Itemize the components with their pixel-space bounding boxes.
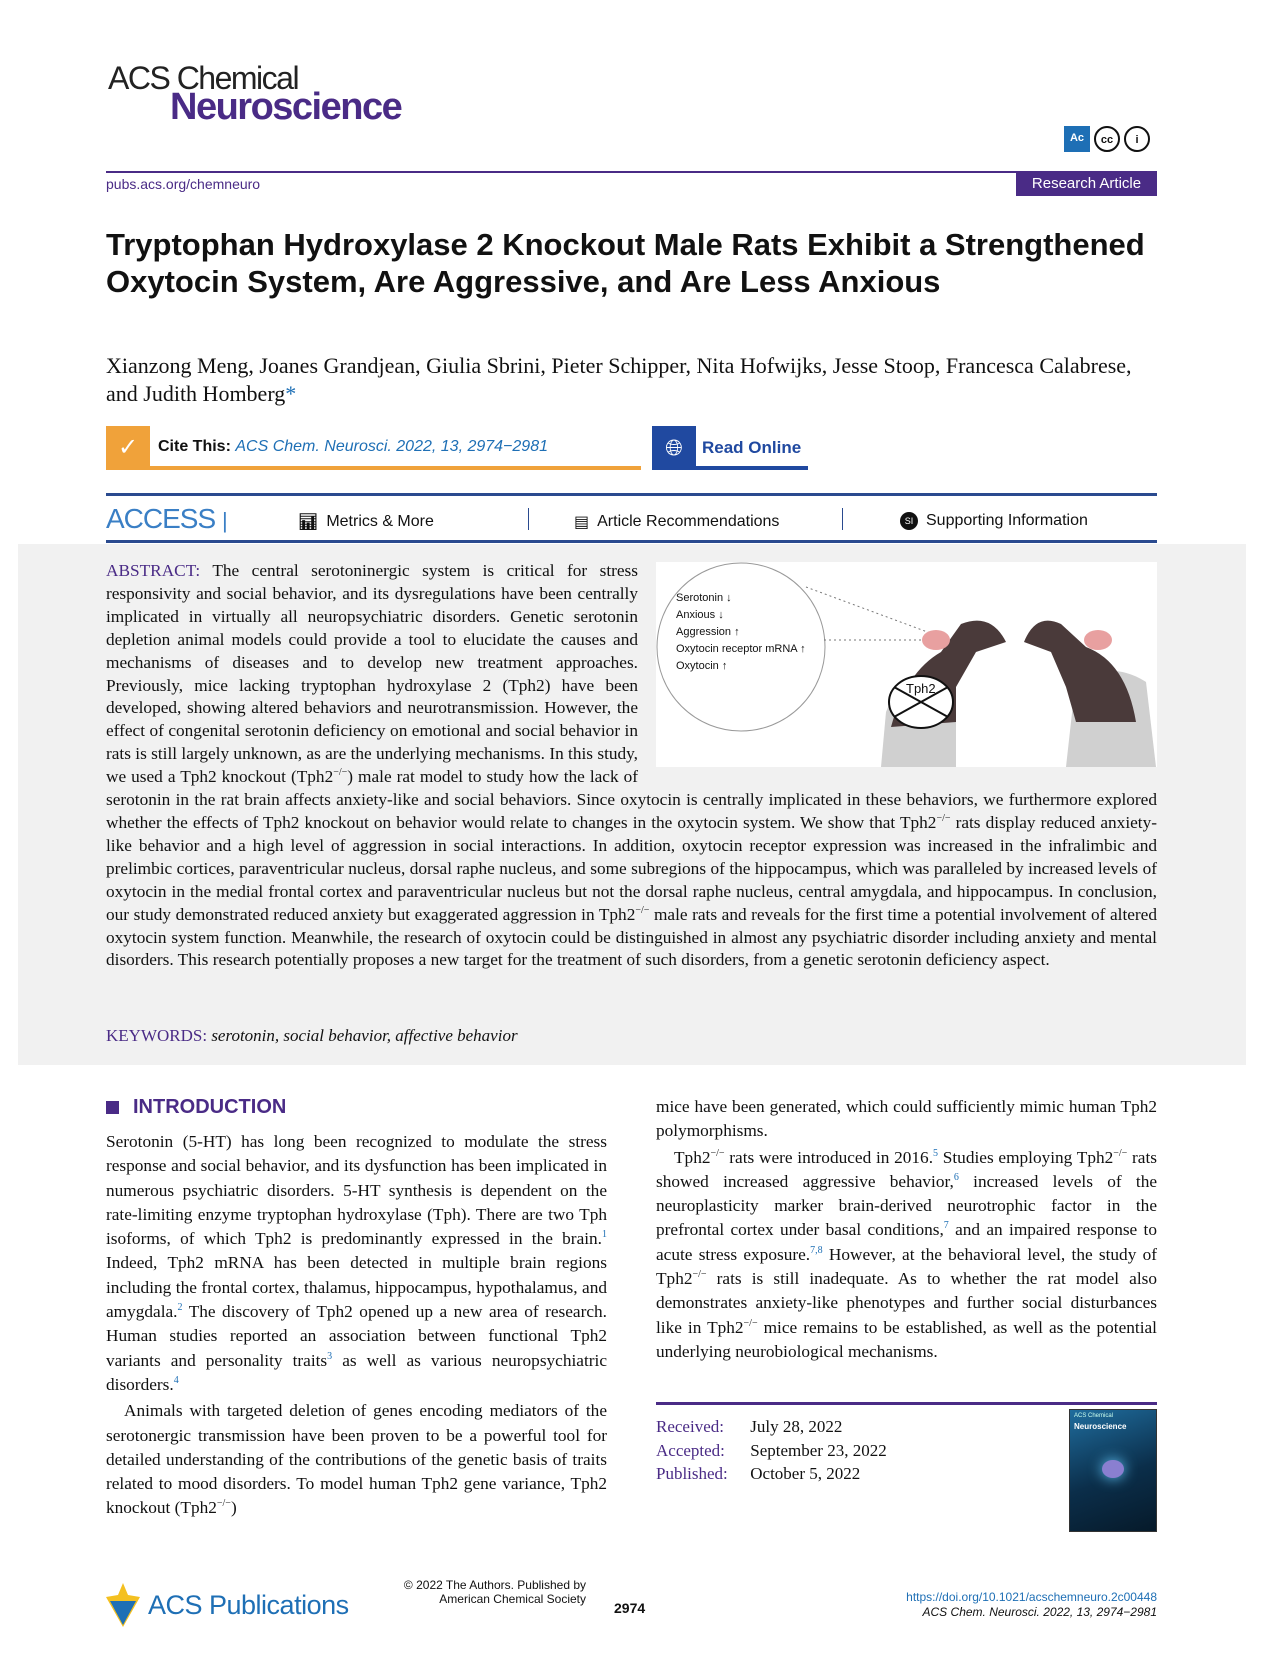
date-received: Received: July 28, 2022	[656, 1417, 843, 1436]
left-column	[106, 1130, 607, 1521]
publication-dates	[656, 1415, 887, 1486]
reference-citation-link[interactable]: 5	[933, 1147, 939, 1159]
neuron-graphic	[1102, 1460, 1124, 1478]
attribution-icon[interactable]: i	[1124, 126, 1150, 152]
text-run: Serotonin (5-HT) has long been recognized to modulate the stress response and social behavior, and its dysfunction has been implicated in numerous psychiatric disorders. 5-HT synthesis is dependent on the rate-limiting enzyme tryptophan hydroxylase (Tph). There are two Tph isoforms, of which Tph2 is predominantly expressed in the brain.	[106, 1132, 607, 1249]
text-run: However, at the behavioral level, the study of Tph2	[656, 1244, 1157, 1289]
header-divider	[106, 171, 1157, 173]
cc-icon[interactable]: cc	[1094, 126, 1120, 152]
footer-citation	[820, 1590, 1157, 1620]
keywords-text: serotonin, social behavior, affective behavior	[211, 1026, 518, 1045]
supporting-information-link[interactable]	[900, 512, 1088, 530]
genotype-superscript: −/−	[743, 1317, 758, 1329]
text-run: Studies employing Tph2	[938, 1147, 1114, 1167]
text-run: rats were introduced in 2016.	[724, 1147, 934, 1167]
paragraph	[106, 1130, 607, 1397]
paragraph	[656, 1146, 1157, 1365]
globe-icon: 🌐︎	[652, 426, 696, 470]
access-label: ACCESS |	[106, 503, 227, 534]
text-run: increased levels of the neuroplasticity marker brain-derived neurotrophic factor in the prefrontal cortex under basal conditions,	[656, 1171, 1158, 1240]
footer-citation-text: ACS Chem. Neurosci. 2022, 13, 2974−2981	[922, 1605, 1157, 1619]
text-run: mice remains to be established, as well as the potential underlying neurobiological mechanisms.	[656, 1317, 1157, 1361]
divider	[842, 508, 843, 530]
effect-item: Serotonin ↓	[676, 592, 732, 604]
journal-logo-line2: Neuroscience	[170, 86, 402, 128]
reference-citation-link[interactable]: 7	[943, 1220, 949, 1232]
text-run: The central serotoninergic system is critical for stress responsivity and social behavior, and its dysregulations have been centrally implicated in virtually all neuropsychiatric disorders. Genetic serotonin depletion animal models could provide a tool to elucidate the causes and mechanisms of diseases and to develop new treatment approaches. Previously, mice lacking tryptophan hydroxylase 2 (Tph2) have been developed, showing altered behaviors and neurotransmission. However, the effect of congenital serotonin deficiency on emotional and social behavior in rats is still largely unknown, as are the underlying mechanisms. In this study, we used a Tph2 knockout (Tph2	[106, 561, 639, 787]
license-icons	[1064, 126, 1150, 152]
genotype-superscript: −/−	[692, 1269, 707, 1281]
reference-citation-link[interactable]: 6	[953, 1171, 959, 1183]
metrics-label: Metrics & More	[326, 513, 434, 530]
paragraph	[106, 1399, 607, 1520]
gene-label: Tph2	[906, 681, 936, 696]
text-run: ) male rat model to study how the lack of serotonin in the rat brain affects anxiety-like and social behaviors. Since oxytocin is centrally implicated in these behaviors, we furthermore explored whether the effects of Tph2 knockout on behavior would relate to changes in the oxytocin system. We show that Tph2	[106, 767, 1157, 832]
check-icon: ✓	[106, 426, 150, 470]
recommendations-label: Article Recommendations	[597, 513, 780, 530]
corresponding-author-mark[interactable]: *	[285, 381, 297, 406]
reference-citation-link[interactable]: 2	[177, 1302, 183, 1314]
access-bar-top-divider	[106, 493, 1157, 496]
effect-item: Anxious ↓	[676, 609, 724, 621]
text-run: Animals with targeted deletion of genes encoding mediators of the serotonergic transmission have been proven to be a powerful tool for detailed understanding of the contributions of the genetic basis of traits related to mood disorders. To model human Tph2 gene variance, Tph2 knockout (Tph2	[106, 1401, 607, 1518]
cite-label: Cite This:	[158, 438, 231, 455]
effect-item: Oxytocin ↑	[676, 660, 728, 672]
text-run: rats display reduced anxiety-like behavior and a high level of aggression in social interactions. In addition, oxytocin receptor expression was increased in the infralimbic and prelimbic cortices, paraventricular nucleus, dorsal raphe nucleus, and some subregions of the hippocampus, which was paralleled by increased levels of oxytocin in the medial frontal cortex and paraventricular nucleus but not the dorsal raphe nucleus, central amygdala, and hippocampus. In conclusion, our study demonstrated reduced anxiety but exaggerated aggression in Tph2	[106, 812, 1157, 924]
article-title: Tryptophan Hydroxylase 2 Knockout Male Rats Exhibit a Strengthened Oxytocin System, Are Aggressive, and Are Less Anxious	[106, 227, 1145, 299]
text-run: )	[230, 1498, 237, 1518]
supporting-info-label: Supporting Information	[926, 512, 1088, 529]
text-run: and an impaired response to acute stress exposure.	[656, 1220, 1157, 1264]
article-recommendations-link[interactable]	[574, 512, 779, 532]
access-bar-bottom-divider	[106, 540, 1157, 543]
abstract-label: ABSTRACT:	[106, 561, 201, 580]
introduction-heading: INTRODUCTION	[106, 1096, 286, 1119]
copyright: © 2022 The Authors. Published by American Chemical Society	[403, 1578, 586, 1606]
author-choice-icon[interactable]: Ac	[1064, 126, 1090, 152]
heading-square-icon	[106, 1101, 119, 1114]
dates-divider	[656, 1402, 1157, 1405]
journal-cover-image: ACS Chemical Neuroscience	[1069, 1409, 1157, 1532]
acs-logo-icon	[106, 1583, 140, 1627]
text-run: rats is still inadequate. As to whether the rat model also demonstrates anxiety-like phenotypes and further social disturbances like in Tph2	[656, 1269, 1157, 1337]
keywords	[106, 1026, 518, 1046]
genotype-superscript: −/−	[710, 1147, 725, 1159]
keywords-label: KEYWORDS:	[106, 1026, 208, 1045]
genotype-superscript: −/−	[635, 904, 650, 916]
genotype-superscript: −/−	[216, 1498, 231, 1510]
read-online-button[interactable]	[652, 426, 808, 470]
text-run: The discovery of Tph2 opened up a new area of research. Human studies reported an association between functional Tph2 variants and personality traits	[106, 1302, 607, 1370]
article-type-badge: Research Article	[1016, 171, 1157, 196]
authors-text: Xianzong Meng, Joanes Grandjean, Giulia Sbrini, Pieter Schipper, Nita Hofwijks, Jesse Stoop, Francesca Calabrese, and Judith Homberg	[106, 353, 1132, 406]
cite-reference[interactable]: ACS Chem. Neurosci. 2022, 13, 2974−2981	[235, 438, 548, 455]
read-online-label: Read Online	[702, 438, 802, 457]
bar-chart-icon: 📊︎	[298, 514, 319, 531]
author-list	[106, 352, 1156, 408]
genotype-superscript: −/−	[936, 812, 951, 824]
right-column	[656, 1095, 1157, 1364]
effect-item: Aggression ↑	[676, 626, 740, 638]
publisher-name: ACS Publications	[148, 1589, 349, 1620]
toc-graphic	[656, 562, 1157, 767]
genotype-superscript: −/−	[1113, 1147, 1128, 1159]
journal-logo-line1: ACS Chemical	[108, 60, 299, 96]
text-run: Indeed, Tph2 mRNA has been detected in multiple brain regions including the frontal cortex, thalamus, hippocampus, hypothalamus, and amygdala.	[106, 1253, 607, 1322]
reference-citation-link[interactable]: 1	[602, 1229, 607, 1241]
si-icon: SI	[900, 512, 918, 530]
date-published: Published: October 5, 2022	[656, 1464, 861, 1483]
reference-citation-link[interactable]: 4	[173, 1374, 179, 1386]
reference-citation-link[interactable]: 7,8	[810, 1244, 823, 1256]
text-run: Tph2	[674, 1147, 711, 1167]
doi-link[interactable]: https://doi.org/10.1021/acschemneuro.2c00448	[906, 1590, 1157, 1604]
divider	[528, 508, 529, 530]
metrics-more-link[interactable]	[298, 512, 434, 532]
newspaper-icon: ▤	[574, 514, 590, 531]
cite-this-box[interactable]	[106, 426, 641, 470]
text-run: as well as various neuropsychiatric disorders.	[106, 1350, 607, 1394]
journal-url-link[interactable]: pubs.acs.org/chemneuro	[106, 176, 261, 192]
acs-publications-logo[interactable]	[106, 1583, 349, 1627]
effect-item: Oxytocin receptor mRNA ↑	[676, 643, 806, 655]
genotype-superscript: −/−	[333, 767, 348, 779]
text-run: mice have been generated, which could sufficiently mimic human Tph2 polymorphisms.	[656, 1097, 1157, 1141]
date-accepted: Accepted: September 23, 2022	[656, 1440, 887, 1460]
abstract	[106, 560, 1157, 972]
paragraph	[656, 1095, 1157, 1144]
page-number: 2974	[614, 1600, 646, 1616]
text-run: rats showed increased aggressive behavior,	[656, 1147, 1158, 1191]
effects-list	[676, 590, 806, 675]
text-run: male rats and reveals for the first time a potential involvement of altered oxytocin system function. Meanwhile, the research of oxytocin could be distinguished in almost any psychiatric disorder including anxiety and mental disorders. This research potentially proposes a new target for the treatment of such disorders, from a genetic serotonin deficiency aspect.	[106, 904, 1157, 970]
reference-citation-link[interactable]: 3	[327, 1350, 333, 1362]
